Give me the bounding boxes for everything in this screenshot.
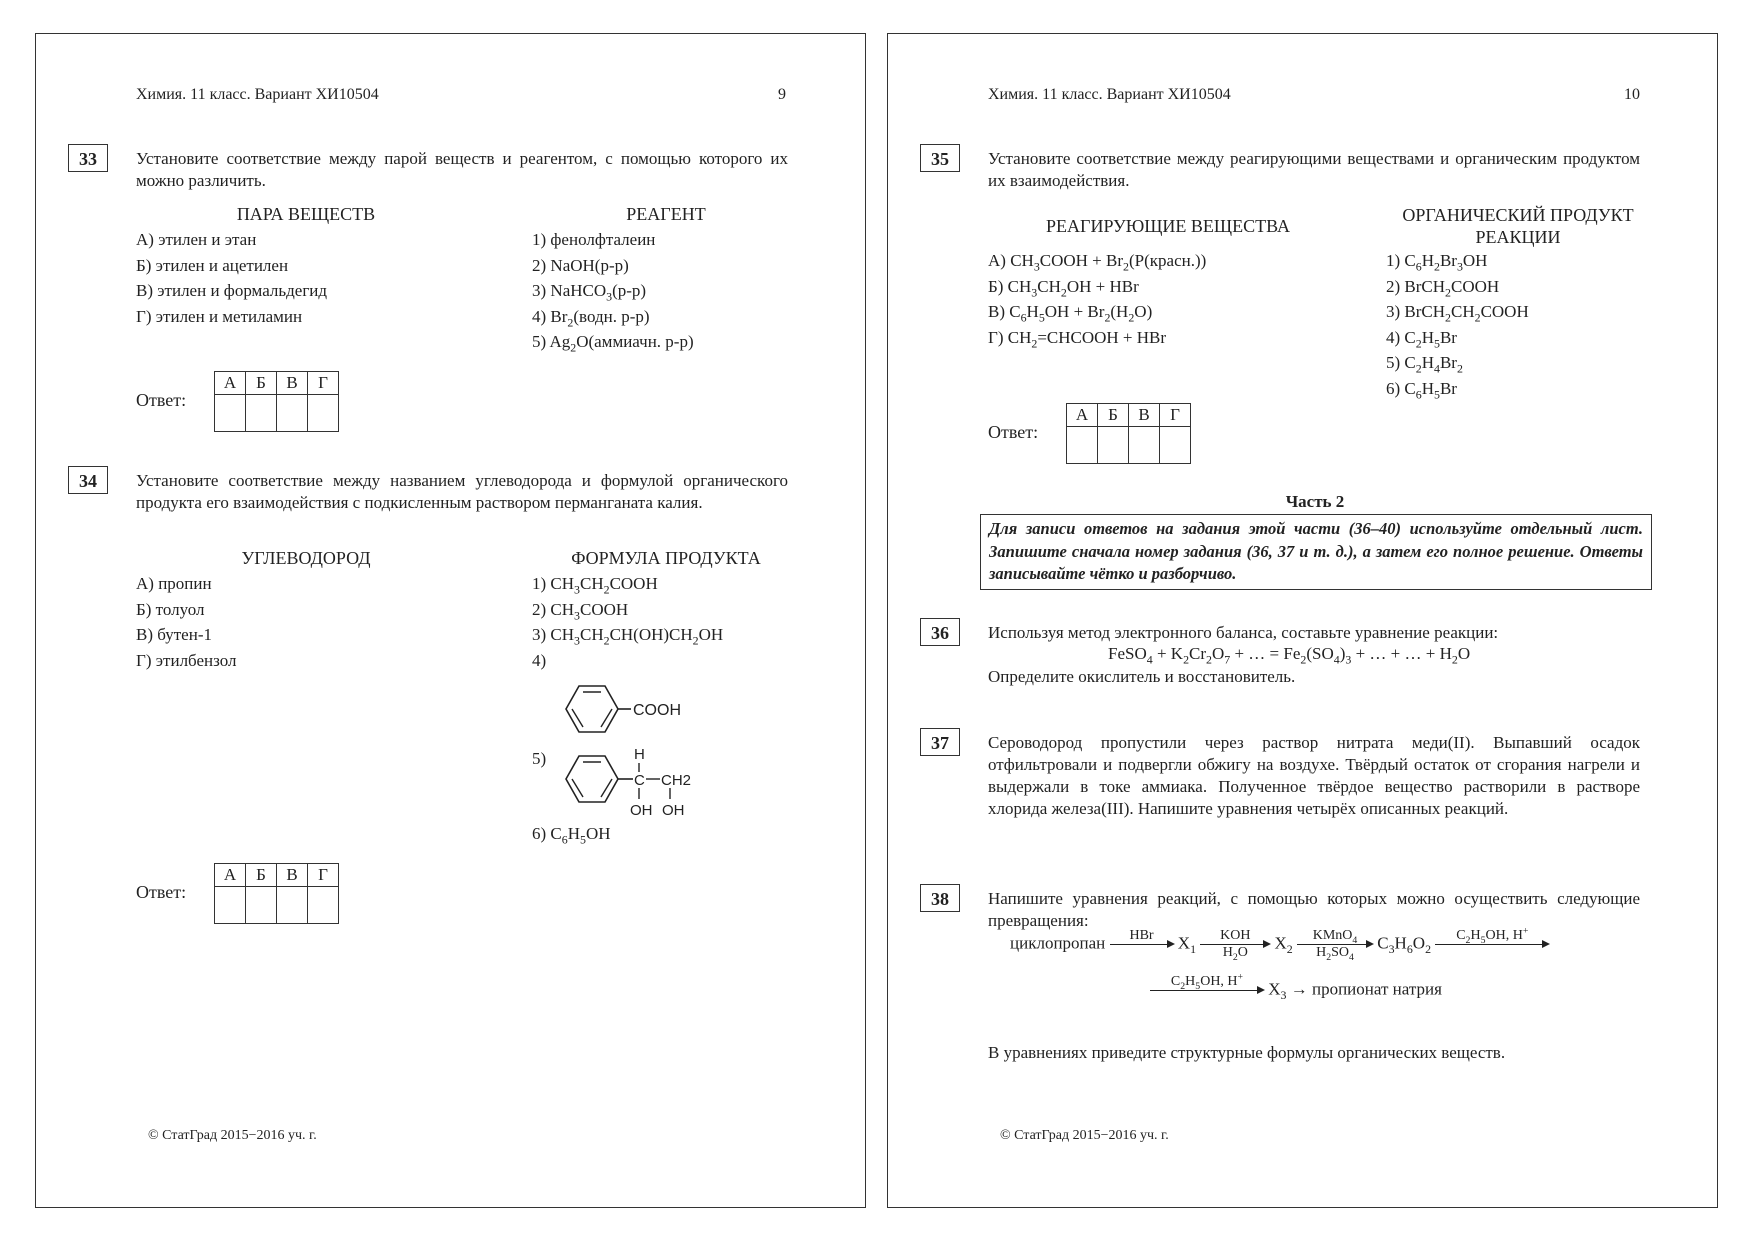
list-item: 1) $CH_3CH_2COOH$	[532, 574, 658, 597]
reaction-arrow: KMnO$_4$ $H_2SO_4$	[1297, 928, 1373, 961]
list-item: Б) $CH_3CH_2OH$ + HBr	[988, 276, 1139, 299]
list-item: 6) $C_6H_5OH$	[532, 824, 611, 847]
answer-cell[interactable]	[215, 887, 246, 924]
answer-cell[interactable]	[246, 887, 277, 924]
list-item: А) этилен и этан	[136, 230, 257, 249]
benzoic-acid-structure	[556, 674, 726, 744]
list-item: 6) $C_6H_5Br$	[1386, 378, 1457, 401]
question-36-text-2: Определите окислитель и восстановитель.	[988, 667, 1296, 686]
list-item: 3) $CH_3CH_2CH(OH)CH_2OH$	[532, 625, 724, 648]
question-number-38: 38	[920, 884, 960, 912]
question-number-33: 33	[68, 144, 108, 172]
list-item: 4)	[532, 650, 547, 670]
page-number: 9	[778, 86, 786, 103]
q34-right-list	[532, 571, 723, 673]
question-38-text: Напишите уравнения реакций, с помощью которых можно осуществить следующие превращения:	[988, 889, 1640, 930]
svg-text:H: H	[634, 746, 645, 763]
footer: © СтатГрад 2015−2016 уч. г.	[1000, 1128, 1169, 1143]
answer-cell[interactable]	[1067, 427, 1098, 464]
reaction-arrow: HBr	[1110, 928, 1174, 961]
question-34-text: Установите соответствие между названием углеводорода и формулой органического продукта его взаимодействия с подкисленным раствором перманганата калия.	[136, 471, 788, 512]
question-36-equation: FeSO$_4$ + $K_2Cr_2O_7$ + … = $Fe_2(SO_4)_3$ + … + … + $H_2O$	[1108, 644, 1471, 667]
answer-cell[interactable]	[1098, 427, 1129, 464]
question-36-text: Используя метод электронного баланса, составьте уравнение реакции:	[988, 623, 1499, 642]
answer-cell[interactable]	[246, 395, 277, 432]
list-item: 5) $C_2H_4Br_2$	[1386, 353, 1463, 376]
q34-right-heading: ФОРМУЛА ПРОДУКТА	[571, 548, 761, 568]
q33-left-heading: ПАРА ВЕЩЕСТВ	[236, 204, 376, 224]
reaction-arrow: $C_2H_5OH$, H+	[1435, 928, 1549, 961]
list-item: В) этилен и формальдегид	[136, 281, 328, 300]
answer-cell[interactable]	[277, 395, 308, 432]
q34-left-list	[136, 571, 237, 673]
phenylethanediol-structure	[556, 739, 736, 821]
reaction-arrow: KOH $H_2O$	[1200, 928, 1270, 961]
question-35-text: Установите соответствие между реагирующими веществами и органическим продуктом их взаимодействия.	[988, 149, 1640, 190]
list-item: 2) BrCH$_2$COOH	[1386, 276, 1500, 299]
answer-cell[interactable]	[215, 395, 246, 432]
list-item: Б) толуол	[136, 599, 205, 619]
carboxyl-group-label: COOH	[633, 702, 681, 719]
question-number-36: 36	[920, 618, 960, 646]
svg-text:C: C	[634, 772, 645, 789]
question-number-35: 35	[920, 144, 960, 172]
list-item: 2) NaOH(р-р)	[532, 255, 629, 275]
question-37-text: Сероводород пропустили через раствор нитрата меди(II). Выпавший осадок отфильтровали и подвергли обжигу на воздухе. Твёрдый остаток от сгорания нагрели и выдержали в токе аммиака. Полученное твёрдое вещество растворили в растворе хлорида железа(III). Напишите уравнения четырёх описанных реакций.	[988, 733, 1640, 818]
svg-text:OH: OH	[630, 802, 653, 819]
q33-left-list	[136, 227, 327, 329]
q34-left-heading: УГЛЕВОДОРОД	[241, 548, 371, 568]
answer-table-33: А Б В Г	[214, 371, 339, 432]
list-item: 5)	[532, 749, 547, 768]
answer-label: Ответ:	[136, 390, 187, 410]
list-item: 1) фенолфталеин	[532, 230, 656, 249]
list-item: Г) этилбензол	[136, 650, 237, 670]
q38-chain-line-2: $C_2H_5OH$, H+ $X_3$ → пропионат натрия	[1150, 974, 1442, 1007]
list-item: 3) NaHCO$_3$(р-р)	[532, 281, 647, 304]
answer-table-35: А Б В Г	[1066, 403, 1191, 464]
part-2-instructions: Для записи ответов на задания этой части (36–40) используйте отдельный лист. Запишите сначала номер задания (36, 37 и т. д.), а затем его полное решение. Ответы записывайте чётко и разборчиво.	[980, 514, 1652, 590]
answer-cell[interactable]	[1129, 427, 1160, 464]
page-10	[887, 33, 1718, 1208]
q33-right-list	[532, 227, 694, 355]
list-item: 5) $Ag_2O(аммиачн$. р-р)	[532, 332, 694, 355]
question-number-34: 34	[68, 466, 108, 494]
question-33-text: Установите соответствие между парой веществ и реагентом, с помощью которого их можно различить.	[136, 149, 788, 190]
page-header-title: Химия. 11 класс. Вариант ХИ10504	[136, 86, 379, 103]
q35-left-list	[988, 248, 1206, 350]
list-item: В) бутен-1	[136, 625, 212, 644]
page-9	[35, 33, 866, 1208]
q35-right-heading: ОРГАНИЧЕСКИЙ ПРОДУКТ РЕАКЦИИ	[1402, 205, 1634, 247]
answer-cell[interactable]	[1160, 427, 1191, 464]
answer-cell[interactable]	[308, 395, 339, 432]
svg-text:OH: OH	[662, 802, 685, 819]
list-item: В) $C_6H_5OH + Br_2(H_2O)$	[988, 302, 1153, 325]
answer-label: Ответ:	[136, 882, 187, 902]
question-number-37: 37	[920, 728, 960, 756]
q38-chain-line-1: циклопропан HBr $X_1$ KOH $H_2O$ $X_2$ KMnO$_4$ $H_2SO_4$ $C_3H_6O_2$ $C_2H_5OH$, H+	[1010, 928, 1549, 961]
page-header-title: Химия. 11 класс. Вариант ХИ10504	[988, 86, 1231, 103]
list-item: 4) $Br_2(водн$. р-р)	[532, 306, 650, 329]
page-number: 10	[1624, 86, 1640, 103]
footer: © СтатГрад 2015−2016 уч. г.	[148, 1128, 317, 1143]
list-item: Б) этилен и ацетилен	[136, 255, 289, 275]
list-item: 2) $CH_3COOH$	[532, 599, 629, 622]
svg-text:CH2: CH2	[661, 772, 692, 789]
answer-table-34: А Б В Г	[214, 863, 339, 924]
list-item: 1) $C_6H_2Br_3OH$	[1386, 251, 1488, 274]
list-item: Г) $CH_2=CHCOOH$ + HBr	[988, 327, 1167, 350]
list-item: А) пропин	[136, 574, 212, 593]
answer-cell[interactable]	[308, 887, 339, 924]
q35-right-list	[1386, 248, 1529, 401]
reaction-arrow: $C_2H_5OH$, H+	[1150, 974, 1264, 1007]
answer-cell[interactable]	[277, 887, 308, 924]
q33-right-heading: РЕАГЕНТ	[626, 204, 706, 224]
part-2-title: Часть 2	[1285, 492, 1345, 511]
answer-label: Ответ:	[988, 422, 1039, 442]
list-item: 3) $BrCH_2CH_2COOH$	[1386, 302, 1529, 325]
list-item: 4) $C_2H_5Br$	[1386, 327, 1457, 350]
question-38-text-2: В уравнениях приведите структурные формулы органических веществ.	[988, 1043, 1506, 1062]
list-item: Г) этилен и метиламин	[136, 306, 303, 326]
list-item: А) $CH_3COOH$ + $Br_2(P(красн.))$	[988, 251, 1207, 274]
q35-left-heading: РЕАГИРУЮЩИЕ ВЕЩЕСТВА	[1046, 216, 1290, 236]
